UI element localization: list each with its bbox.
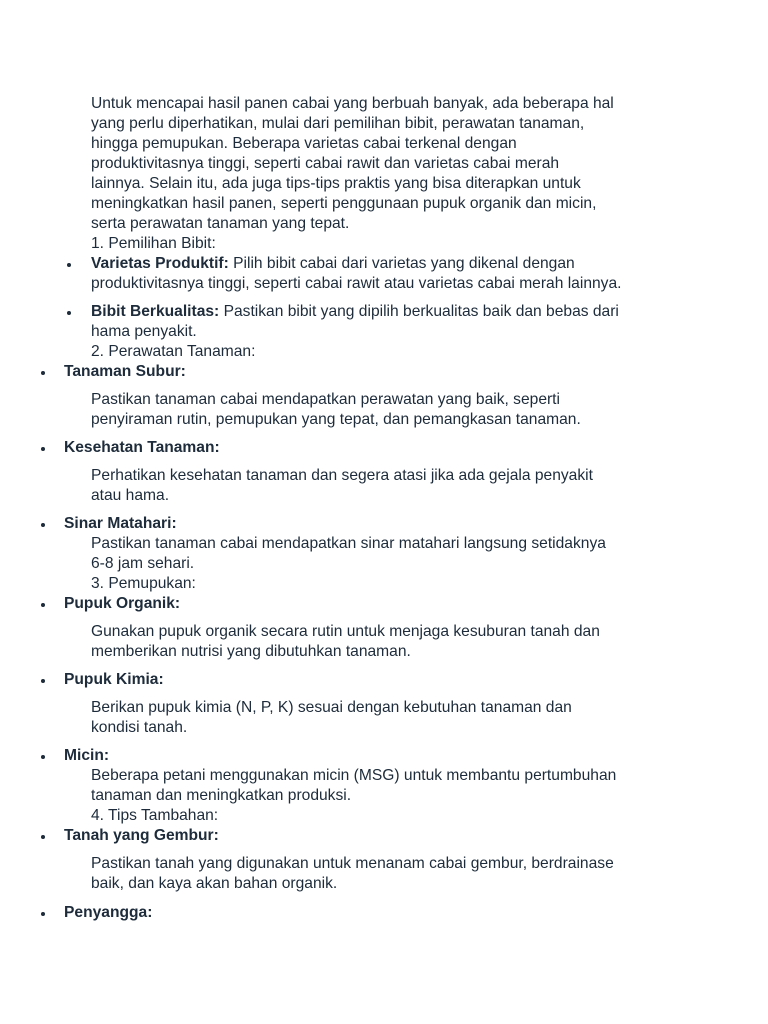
bullet-icon [67, 263, 71, 267]
bullet-icon [41, 523, 45, 527]
list-item-term: Tanah yang Gembur: [64, 827, 219, 844]
list-item-term: Micin: [64, 747, 110, 764]
list-item-text: Pastikan tanaman cabai mendapatkan perawatan yang baik, seperti [91, 391, 560, 408]
list-item-text: penyiraman rutin, pemupukan yang tepat, dan pemangkasan tanaman. [91, 411, 581, 428]
bullet-icon [41, 679, 45, 683]
list-item-term: Varietas Produktif: [91, 255, 229, 272]
list-item-text: memberikan nutrisi yang dibutuhkan tanaman. [91, 643, 411, 660]
section-heading: 3. Pemupukan: [91, 575, 196, 592]
bullet-icon [41, 371, 45, 375]
list-item-text: baik, dan kaya akan bahan organik. [91, 875, 338, 892]
bullet-icon [67, 311, 71, 315]
section-heading: 2. Perawatan Tanaman: [91, 343, 256, 360]
list-item-term: Tanaman Subur: [64, 363, 186, 380]
intro-line: meningkatkan hasil panen, seperti penggunaan pupuk organik dan micin, [91, 195, 597, 212]
intro-line: lainnya. Selain itu, ada juga tips-tips praktis yang bisa diterapkan untuk [91, 175, 581, 192]
list-item-text: produktivitasnya tinggi, seperti cabai rawit atau varietas cabai merah lainnya. [91, 275, 622, 292]
bullet-icon [41, 835, 45, 839]
list-item-text: Pastikan tanaman cabai mendapatkan sinar matahari langsung setidaknya [91, 535, 606, 552]
list-item-term: Bibit Berkualitas: [91, 303, 220, 320]
list-item-text: Pilih bibit cabai dari varietas yang dikenal dengan [228, 255, 575, 272]
list-item [91, 254, 575, 274]
intro-line: Untuk mencapai hasil panen cabai yang berbuah banyak, ada beberapa hal [91, 95, 614, 112]
intro-line: yang perlu diperhatikan, mulai dari pemilihan bibit, perawatan tanaman, [91, 115, 585, 132]
section-heading: 4. Tips Tambahan: [91, 807, 219, 824]
list-item [91, 302, 619, 322]
list-item-term: Pupuk Kimia: [64, 671, 164, 688]
bullet-icon [41, 755, 45, 759]
list-item-text: Pastikan tanah yang digunakan untuk menanam cabai gembur, berdrainase [91, 855, 614, 872]
list-item-text: Beberapa petani menggunakan micin (MSG) untuk membantu pertumbuhan [91, 767, 617, 784]
list-item-text: kondisi tanah. [91, 719, 188, 736]
bullet-icon [41, 603, 45, 607]
list-item-text: hama penyakit. [91, 323, 197, 340]
list-item-text: atau hama. [91, 487, 170, 504]
list-item-text: Gunakan pupuk organik secara rutin untuk menjaga kesuburan tanah dan [91, 623, 600, 640]
list-item-text: Pastikan bibit yang dipilih berkualitas baik dan bebas dari [219, 303, 619, 320]
list-item-text: tanaman dan meningkatkan produksi. [91, 787, 352, 804]
list-item-term: Penyangga: [64, 904, 153, 921]
intro-line: hingga pemupukan. Beberapa varietas cabai terkenal dengan [91, 135, 517, 152]
intro-line: produktivitasnya tinggi, seperti cabai rawit dan varietas cabai merah [91, 155, 560, 172]
list-item-term: Pupuk Organik: [64, 595, 181, 612]
list-item-term: Sinar Matahari: [64, 515, 177, 532]
list-item-text: Berikan pupuk kimia (N, P, K) sesuai dengan kebutuhan tanaman dan [91, 699, 572, 716]
list-item-text: 6-8 jam sehari. [91, 555, 195, 572]
bullet-icon [41, 447, 45, 451]
intro-line: serta perawatan tanaman yang tepat. [91, 215, 350, 232]
list-item-term: Kesehatan Tanaman: [64, 439, 220, 456]
section-heading: 1. Pemilihan Bibit: [91, 235, 216, 252]
list-item-text: Perhatikan kesehatan tanaman dan segera atasi jika ada gejala penyakit [91, 467, 593, 484]
bullet-icon [41, 912, 45, 916]
